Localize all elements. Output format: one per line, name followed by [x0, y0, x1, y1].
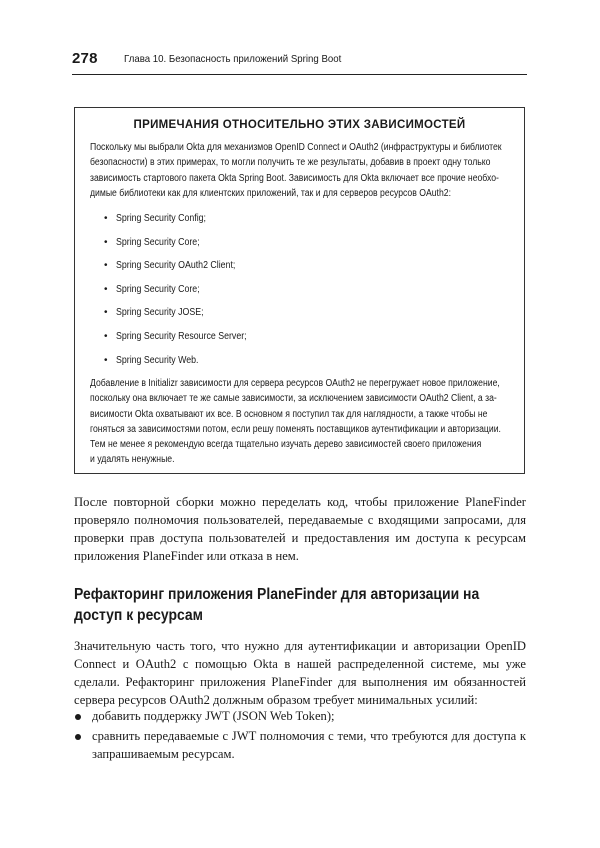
note-outro-line: Добавление в Initializr зависимости для сервера ресурсов OAuth2 не перегружает новое приложение,: [90, 378, 500, 389]
list-item: добавить поддержку JWT (JSON Web Token);: [74, 708, 526, 726]
bullet-icon: •: [104, 236, 108, 248]
bullet-icon: •: [104, 283, 108, 295]
running-head-chapter: Глава 10. Безопасность приложений Spring Boot: [124, 53, 342, 65]
list-item: • Spring Security OAuth2 Client;: [104, 254, 264, 278]
header-rule: [72, 74, 527, 75]
requirements-list: [74, 708, 526, 766]
bullet-icon: •: [104, 354, 108, 366]
bullet-icon: •: [104, 260, 108, 272]
note-intro-paragraph: [90, 140, 502, 201]
list-item: • Spring Security Resource Server;: [104, 325, 264, 349]
list-item: • Spring Security Core;: [104, 231, 264, 255]
page-number: 278: [72, 50, 98, 67]
note-title: ПРИМЕЧАНИЯ ОТНОСИТЕЛЬНО ЭТИХ ЗАВИСИМОСТЕЙ: [133, 119, 466, 131]
note-outro-line: Тем не менее я рекомендую всегда тщательно изучать дерево зависимостей своего приложения: [90, 439, 482, 451]
list-item: • Spring Security Core;: [104, 278, 264, 302]
note-intro-line: безопасности) в этих примерах, то могли получить те же результаты, добавив в проект одну только: [90, 157, 491, 169]
body-paragraph-1: После повторной сборки можно переделать код, чтобы приложение PlaneFinder проверяло полномочия пользователей, передаваемые с входящими запросами, для проверки прав доступа пользователей и предоставления им доступа к ресурсам приложения PlaneFinder или отказа в нем.: [74, 495, 526, 563]
list-item: • Spring Security Web.: [104, 349, 264, 373]
section-title: Рефакторинг приложения PlaneFinder для авторизации на доступ к ресурсам: [74, 586, 480, 624]
note-outro-line: и удалять ненужные.: [90, 454, 175, 466]
dependency-list: [104, 207, 264, 372]
dependency-note-box: [74, 107, 525, 474]
list-item: • Spring Security JOSE;: [104, 301, 264, 325]
list-item: сравнить передаваемые с JWT полномочия с теми, что требуются для доступа к запрашиваемым ресурсам.: [74, 728, 526, 764]
note-outro-paragraph: [90, 376, 501, 468]
note-outro-line: гоняться за зависимостями потом, если решу поменять поставщиков аутентификации и авторизации.: [90, 423, 501, 435]
bullet-icon: [75, 734, 81, 740]
bullet-icon: •: [104, 213, 108, 224]
bullet-icon: •: [104, 307, 108, 319]
bullet-icon: •: [104, 330, 108, 342]
body-paragraph-2: Значительную часть того, что нужно для аутентификации и авторизации OpenID Connect и OAuth2 с помощью Okta в нашей распределенной системе, мы уже сделали. Рефакторинг приложения PlaneFinder для выполнения им обязанностей сервера ресурсов OAuth2 должным образом требует минимальных усилий:: [74, 639, 526, 707]
note-intro-line: Поскольку мы выбрали Okta для механизмов OpenID Connect и OAuth2 (инфраструктуры и библиотек: [90, 142, 502, 153]
bullet-icon: [75, 714, 81, 720]
list-item: • Spring Security Config;: [104, 207, 264, 231]
note-outro-line: висимости Okta охватывают их все. В основном я поступил так для наглядности, а также чтобы не: [90, 408, 488, 420]
note-intro-line: димые библиотеки как для клиентских приложений, так и для серверов ресурсов OAuth2:: [90, 187, 451, 199]
note-intro-line: зависимость стартового пакета Okta Spring Boot. Зависимость для Okta включает все прочие необхо-: [90, 172, 499, 184]
note-outro-line: поскольку она включает те же самые зависимости, за исключением зависимости OAuth2 Client, а за-: [90, 393, 497, 405]
page-header: [72, 50, 527, 72]
